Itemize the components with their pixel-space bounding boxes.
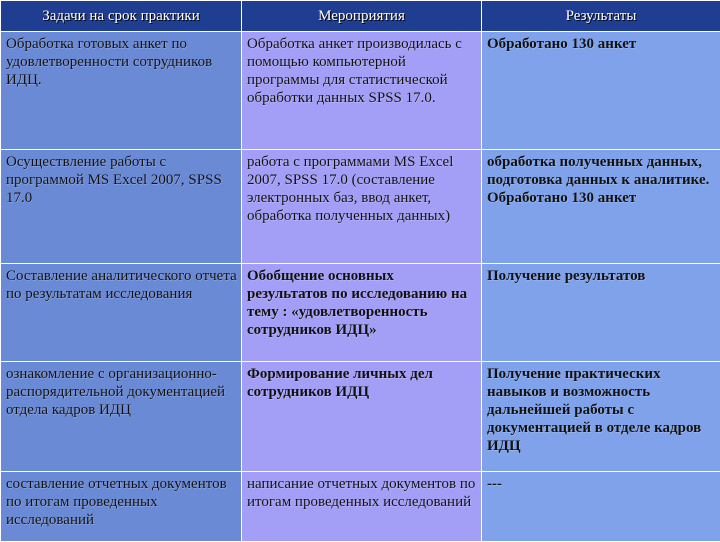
header-row	[1, 1, 720, 32]
table-row	[1, 264, 720, 362]
result-text: ---	[487, 476, 502, 492]
result-text: Обработано 130 анкет	[487, 36, 636, 52]
table-row	[1, 472, 720, 542]
task-text: Составление аналитического отчета по результатам исследования	[6, 268, 237, 302]
event-text: Обобщение основных результатов по исследованию на тему : «удовлетворенность сотрудников ИДЦ»	[247, 268, 467, 338]
header-results: Результаты	[482, 1, 720, 32]
event-text: Обработка анкет производилась с помощью компьютерной программы для статистической обработки данных SPSS 17.0.	[247, 36, 462, 106]
task-text: составление отчетных документов по итогам проведенных исследований	[6, 476, 227, 528]
task-cell	[1, 32, 242, 150]
result-cell	[482, 32, 720, 150]
event-text: работа с программами MS Excel 2007, SPSS 17.0 (составление электронных баз, ввод анкет, обработка полученных данных)	[247, 154, 453, 224]
result-text: обработка полученных данных, подготовка данных к аналитике. Обработано 130 анкет	[487, 154, 709, 206]
header-tasks: Задачи на срок практики	[1, 1, 242, 32]
task-cell	[1, 472, 242, 542]
event-cell	[242, 150, 482, 264]
event-cell	[242, 32, 482, 150]
result-text: Получение практических навыков и возможность дальнейшей работы с документацией в отделе кадров ИДЦ	[487, 366, 701, 454]
result-cell	[482, 472, 720, 542]
event-text: Формирование личных дел сотрудников ИДЦ	[247, 366, 433, 400]
header-events: Мероприятия	[242, 1, 482, 32]
table-row	[1, 150, 720, 264]
task-text: Обработка готовых анкет по удовлетворенности сотрудников ИДЦ.	[6, 36, 212, 88]
result-cell	[482, 150, 720, 264]
result-cell	[482, 264, 720, 362]
event-text: написание отчетных документов по итогам проведенных исследований	[247, 476, 475, 510]
task-cell	[1, 362, 242, 472]
task-cell	[1, 264, 242, 362]
result-cell	[482, 362, 720, 472]
task-cell	[1, 150, 242, 264]
event-cell	[242, 264, 482, 362]
result-text: Получение результатов	[487, 268, 645, 284]
table-row	[1, 362, 720, 472]
task-text: ознакомление с организационно-распорядительной документацией отдела кадров ИДЦ	[6, 366, 225, 418]
table-row	[1, 32, 720, 150]
event-cell	[242, 362, 482, 472]
event-cell	[242, 472, 482, 542]
task-text: Осуществление работы с программой MS Excel 2007, SPSS 17.0	[6, 154, 222, 206]
